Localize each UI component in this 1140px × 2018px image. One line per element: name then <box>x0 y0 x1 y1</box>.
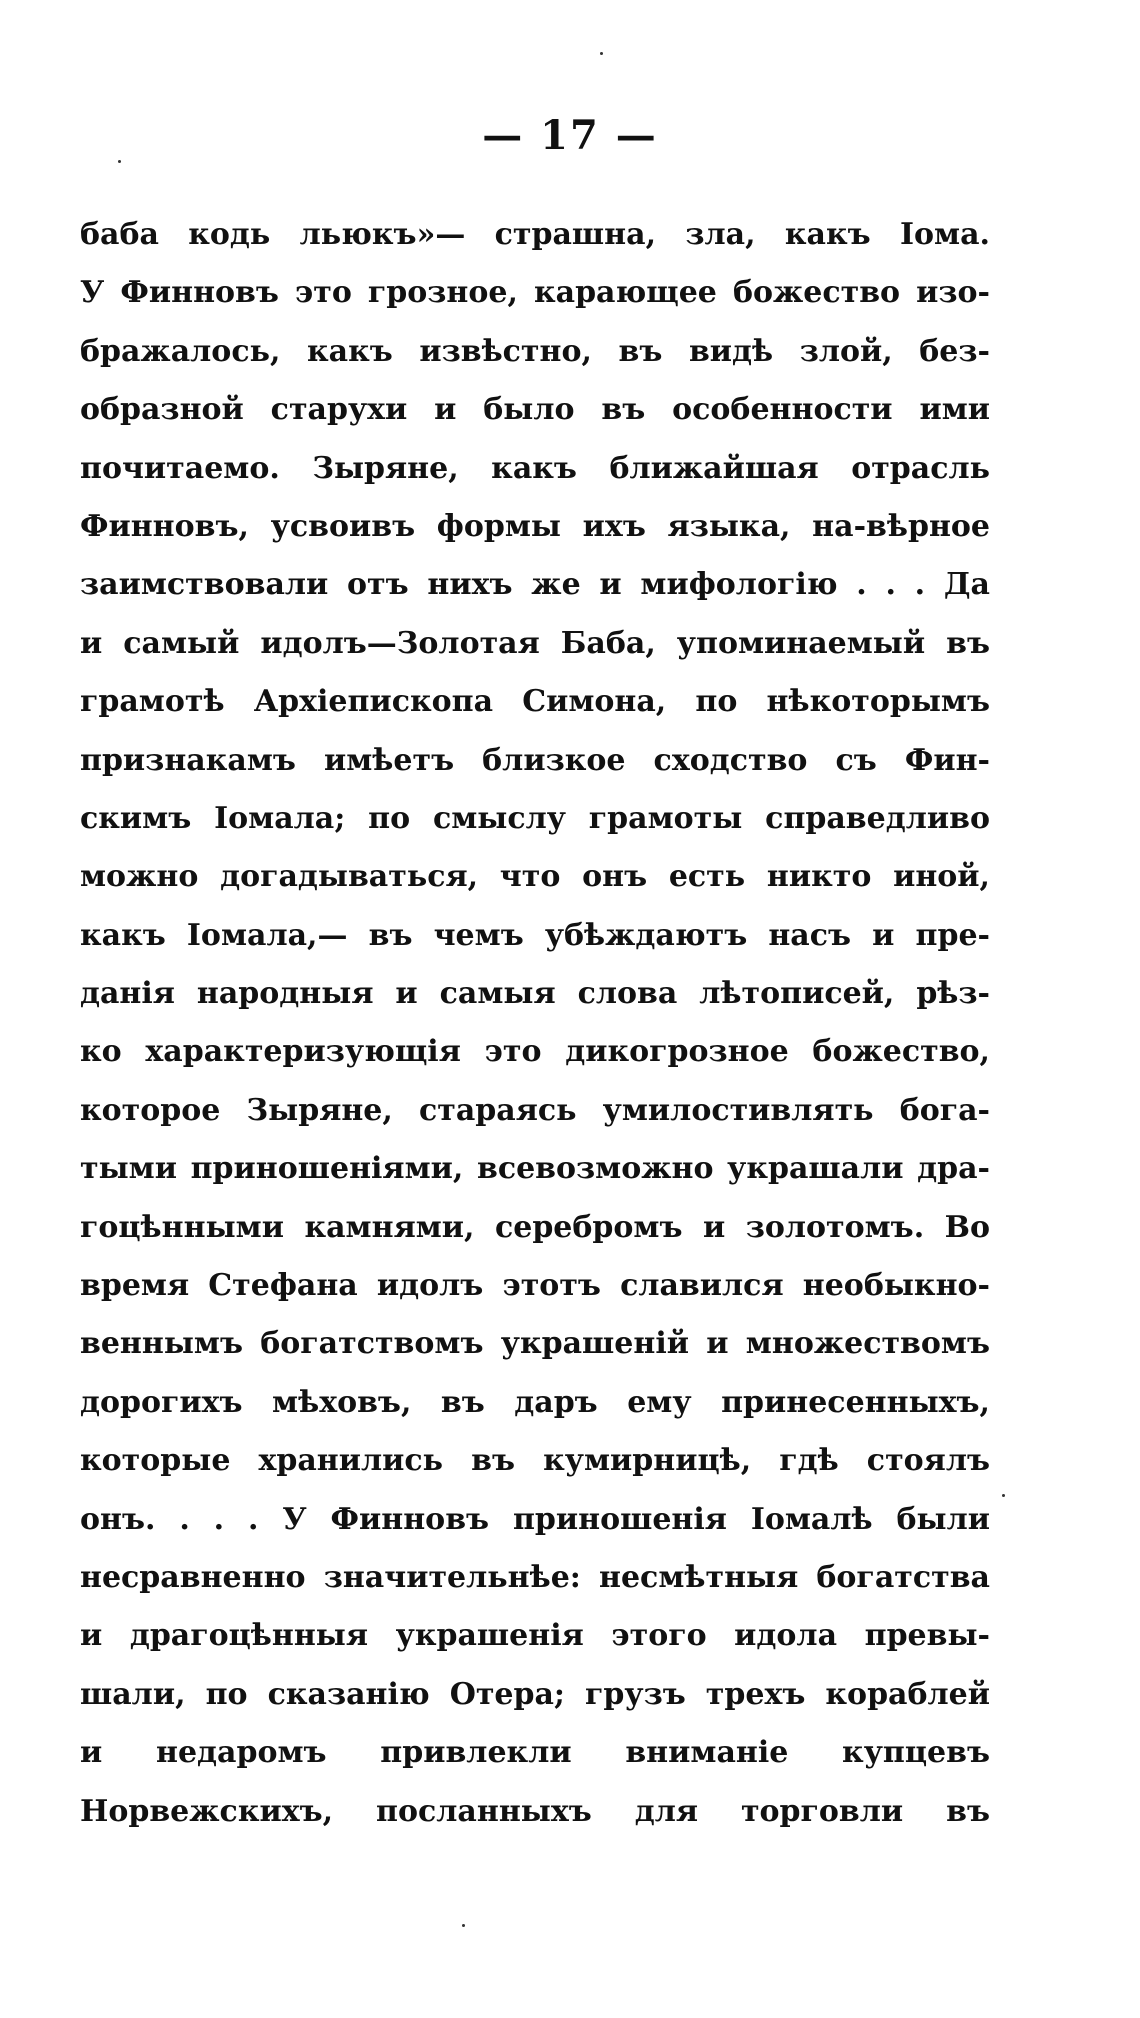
text-line: несравненно значительнѣе: несмѣтныя богатства <box>80 1559 990 1595</box>
text-line: У Финновъ это грозное, карающее божество изо- <box>80 275 990 311</box>
text-line: веннымъ богатствомъ украшеній и множествомъ <box>80 1326 990 1362</box>
text-line: бражалось, какъ извѣстно, въ видѣ злой, без- <box>80 333 990 369</box>
text-line: и драгоцѣнныя украшенія этого идола превы- <box>80 1618 990 1654</box>
page-number: — 17 — <box>482 112 658 159</box>
paper-speck <box>600 52 603 55</box>
text-line: онъ. . . . У Финновъ приношенія Іомалѣ были <box>80 1501 990 1537</box>
text-line: заимствовали отъ нихъ же и мифологію . . . Да <box>80 567 990 603</box>
text-line: дорогихъ мѣховъ, въ даръ ему принесенныхъ, <box>80 1384 990 1420</box>
text-line: скимъ Іомала; по смыслу грамоты справедливо <box>80 800 990 836</box>
body-text <box>80 206 990 1841</box>
paper-speck <box>118 160 121 163</box>
text-line: гоцѣнными камнями, серебромъ и золотомъ. Во <box>80 1209 990 1245</box>
text-line: и самый идолъ—Золотая Баба, упоминаемый въ <box>80 625 990 661</box>
text-line: Финновъ, усвоивъ формы ихъ языка, на-вѣрное <box>80 508 990 544</box>
text-line: можно догадываться, что онъ есть никто иной, <box>80 859 990 895</box>
text-line: грамотѣ Архіепископа Симона, по нѣкоторымъ <box>80 684 990 720</box>
text-line: данія народныя и самыя слова лѣтописей, рѣз- <box>80 976 990 1012</box>
text-line: образной старухи и было въ особенности ими <box>80 392 990 428</box>
text-line: и недаромъ привлекли вниманіе купцевъ <box>80 1735 990 1771</box>
text-line: баба кодь льюкъ»— страшна, зла, какъ Іома. <box>80 217 990 252</box>
paper-speck <box>462 1924 465 1927</box>
text-line: которые хранились въ кумирницѣ, гдѣ стоялъ <box>80 1443 990 1479</box>
text-line: шали, по сказанію Отера; грузъ трехъ кораблей <box>80 1676 990 1712</box>
paper-speck <box>1002 1494 1005 1497</box>
text-line: Норвежскихъ, посланныхъ для торговли въ <box>80 1793 990 1829</box>
text-line: какъ Іомала,— въ чемъ убѣждаютъ насъ и пре- <box>80 917 990 953</box>
text-line: признакамъ имѣетъ близкое сходство съ Фин- <box>80 742 990 778</box>
text-line: которое Зыряне, стараясь умилостивлять бога- <box>80 1092 990 1128</box>
text-line: почитаемо. Зыряне, какъ ближайшая отрасль <box>80 450 990 486</box>
text-line: тыми приношеніями, всевозможно украшали дра- <box>80 1151 990 1187</box>
text-line: время Стефана идолъ этотъ славился необыкно- <box>80 1268 990 1304</box>
text-line: ко характеризующія это дикогрозное божество, <box>80 1034 990 1070</box>
